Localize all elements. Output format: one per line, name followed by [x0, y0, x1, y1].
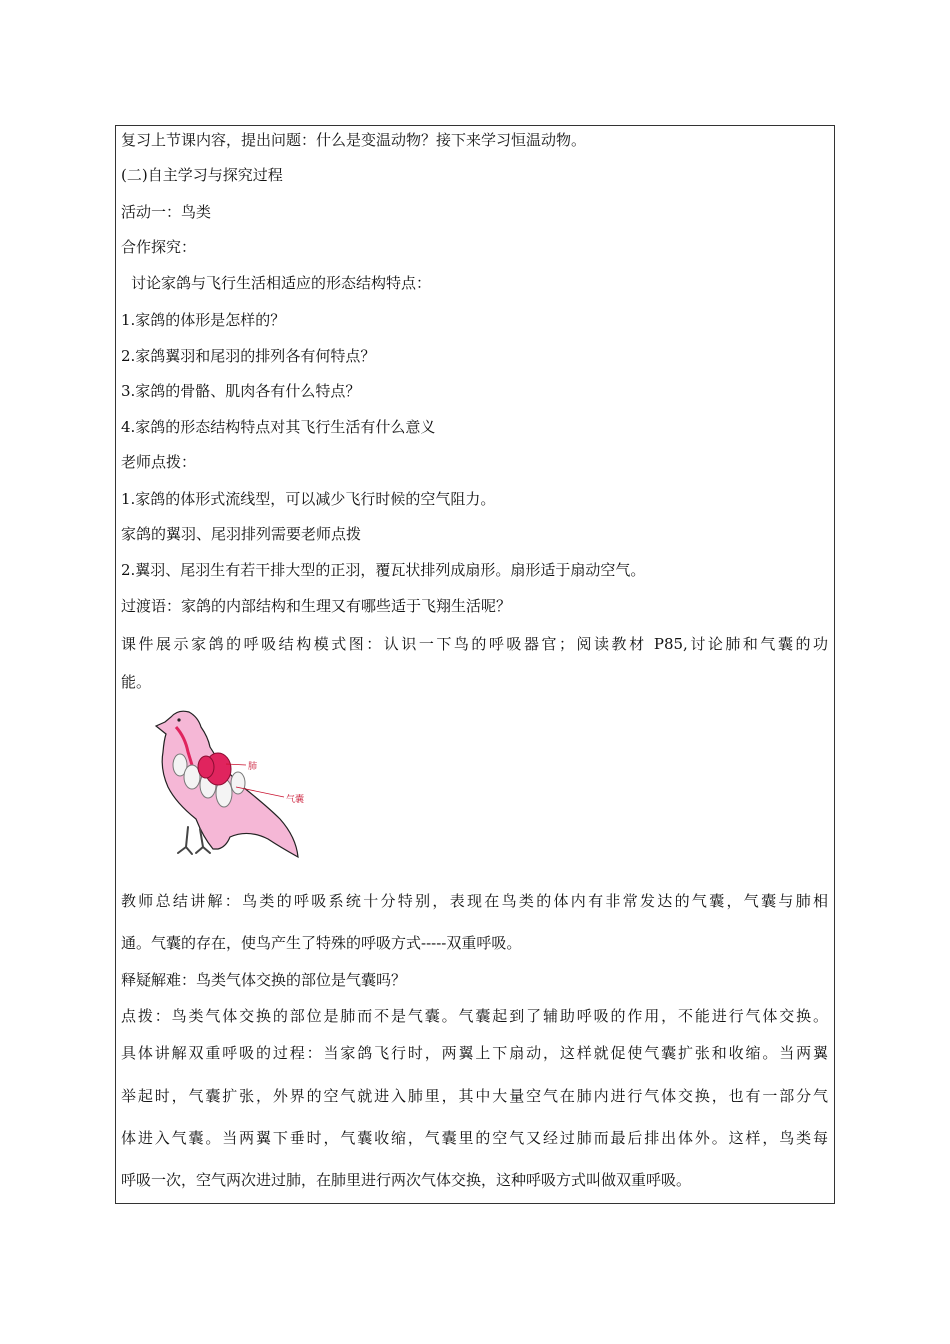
section-heading: (二)自主学习与探究过程	[121, 166, 283, 184]
question-item: 2.家鸽翼羽和尾羽的排列各有何特点？	[121, 347, 376, 365]
question-line: 释疑解难：鸟类气体交换的部位是气囊吗？	[121, 971, 407, 989]
text-line: 课件展示家鸽的呼吸结构模式图：认识一下鸟的呼吸器官；阅读教材 P85,讨论肺和气囊的功	[121, 635, 828, 653]
text-line: 呼吸一次，空气两次进过肺，在肺里进行两次气体交换，这种呼吸方式叫做双重呼吸。	[121, 1171, 692, 1189]
lung	[198, 756, 214, 778]
question-item: 3.家鸽的骨骼、肌肉各有什么特点？	[121, 382, 361, 400]
text-line: 点拨：鸟类气体交换的部位是肺而不是气囊。气囊起到了辅助呼吸的作用，不能进行气体交换。	[121, 1007, 828, 1025]
text-line: 2.翼羽、尾羽生有若干排大型的正羽，覆瓦状排列成扇形。扇形适于扇动空气。	[121, 561, 646, 579]
text-line: 1.家鸽的体形式流线型，可以减少飞行时候的空气阻力。	[121, 490, 496, 508]
question-item: 4.家鸽的形态结构特点对其飞行生活有什么意义	[121, 418, 436, 436]
text-line: 教师总结讲解：鸟类的呼吸系统十分特别，表现在鸟类的体内有非常发达的气囊，气囊与肺相	[121, 892, 828, 910]
text-line: 能。	[121, 673, 152, 691]
question-item: 1.家鸽的体形是怎样的？	[121, 311, 286, 329]
pigeon-respiratory-diagram	[148, 707, 323, 867]
airsac-label: 气囊	[286, 795, 305, 805]
air-sac	[231, 772, 245, 794]
text-line: 体进入气囊。当两翼下垂时，气囊收缩，气囊里的空气又经过肺而最后排出体外。这样，鸟类每	[121, 1129, 828, 1147]
pigeon-eye	[177, 718, 180, 721]
text-line: 老师点拨：	[121, 453, 197, 471]
text-line: 过渡语：家鸽的内部结构和生理又有哪些适于飞翔生活呢？	[121, 597, 512, 615]
activity-heading: 活动一：鸟类	[121, 203, 212, 221]
text-line: 复习上节课内容，提出问题：什么是变温动物？接下来学习恒温动物。	[121, 131, 587, 149]
text-line: 举起时，气囊扩张，外界的空气就进入肺里，其中大量空气在肺内进行气体交换，也有一部分气	[121, 1087, 828, 1105]
text-line: 具体讲解双重呼吸的过程：当家鸽飞行时，两翼上下扇动，这样就促使气囊扩张和收缩。当两翼	[121, 1044, 828, 1062]
text-line: 讨论家鸽与飞行生活相适应的形态结构特点：	[131, 274, 432, 292]
text-line: 通。气囊的存在，使鸟产生了特殊的呼吸方式-----双重呼吸。	[121, 934, 522, 952]
lung-label: 肺	[248, 762, 258, 772]
text-line: 家鸽的翼羽、尾羽排列需要老师点拨	[121, 525, 362, 543]
text-line: 合作探究：	[121, 238, 197, 256]
